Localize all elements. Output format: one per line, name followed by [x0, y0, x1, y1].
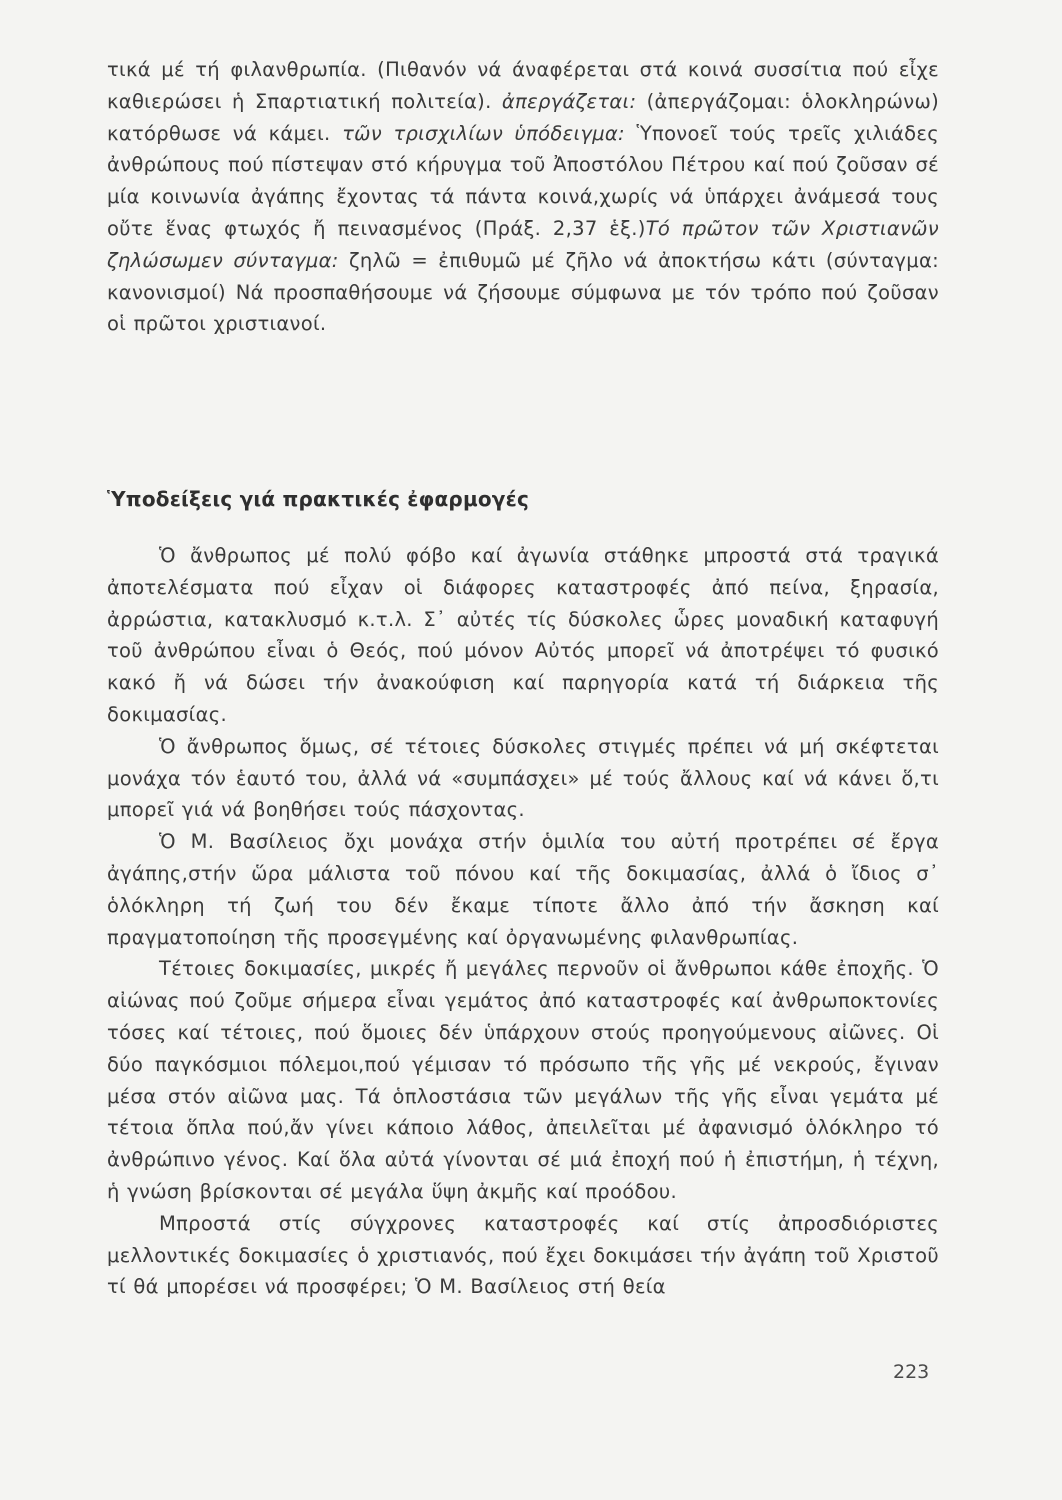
term-aperg: ἀπεργάζεται:: [501, 89, 637, 113]
term-trischilion: τῶν τρισχιλίων ὑπόδειγμα:: [342, 121, 625, 145]
commentary-paragraph: [107, 54, 939, 340]
text-run: τικά μέ τή φιλανθρωπία. (Πιθανόν νά άναφέρεται στά κοινά συσσίτια πού εἶχε καθιερώσει ἡ Σπαρτιατική πολιτεία).: [107, 58, 939, 113]
text-run: ζηλῶ = ἐπιθυμῶ μέ ζῆλο νά ἀποκτήσω κάτι (σύνταγμα: κανονισμοί) Νά προσπαθήσουμε νά ζήσουμε σύμφωνα με τόν τρόπο πού ζοῦσαν οἱ πρῶτοι χριστιανοί.: [107, 248, 939, 336]
text-run: Ὑπονοεῖ τούς τρεῖς χιλιάδες ἀνθρώπους πού πίστεψαν στό κήρυγμα τοῦ Ἀποστόλου Πέτρου καί πού ζοῦσαν σέ μία κοινωνία ἀγάπης ἔχοντας τά πάντα κοινά,χωρίς νά ὑπάρχει ἀνάμεσά τους οὔτε ἕνας φτωχός ἤ πεινασμένος (Πράξ. 2,37 ἑξ.): [107, 121, 939, 240]
body-paragraph: Ὁ Μ. Βασίλειος ὄχι μονάχα στήν ὁμιλία του αὐτή προτρέπει σέ ἔργα ἀγάπης,στήν ὥρα μάλιστα τοῦ πόνου καί τῆς δοκιμασίας, ἀλλά ὁ ἴδιος σ᾽ ὁλόκληρη τή ζωή του δέν ἔκαμε τίποτε ἄλλο ἀπό τήν ἄσκηση καί πραγματοποίηση τῆς προσεγμένης καί ὀργανωμένης φιλανθρωπίας.: [107, 830, 939, 949]
section-heading: Ὑποδείξεις γιά πρακτικές ἐφαρμογές: [107, 487, 530, 511]
body-paragraph: Τέτοιες δοκιμασίες, μικρές ἤ μεγάλες περνοῦν οἱ ἄνθρωποι κάθε ἐποχῆς. Ὁ αἰώνας πού ζοῦμε σήμερα εἶναι γεμάτος ἀπό καταστροφές καί ἀνθρωποκτονίες τόσες καί τέτοιες, πού ὅμοιες δέν ὑπάρχουν στούς προηγούμενους αἰῶνες. Οἱ δύο παγκόσμιοι πόλεμοι,πού γέμισαν τό πρόσωπο τῆς γῆς μέ νεκρούς, ἔγιναν μέσα στόν αἰῶνα μας. Τά ὁπλοστάσια τῶν μεγάλων τῆς γῆς εἶναι γεμάτα μέ τέτοια ὅπλα πού,ἄν γίνει κάποιο λάθος, ἀπειλεῖται μέ ἀφανισμό ὁλόκληρο τό ἀνθρώπινο γένος. Καί ὅλα αὐτά γίνονται σέ μιά ἐποχή πού ἡ ἐπιστήμη, ἡ τέχνη, ἡ γνώση βρίσκονται σέ μεγάλα ὕψη ἀκμῆς καί προόδου.: [107, 957, 939, 1203]
term-proton: Τό πρῶτον τῶν Χριστιανῶν ζηλώσωμεν σύνταγμα:: [107, 216, 939, 272]
text-run: (ἀπεργάζομαι: ὁλοκληρώνω) κατόρθωσε νά κάμει.: [107, 89, 939, 145]
body-paragraph: Μπροστά στίς σύγχρονες καταστροφές καί στίς ἀπροσδιόριστες μελλοντικές δοκιμασίες ὁ χριστιανός, πού ἔχει δοκιμάσει τήν ἀγάπη τοῦ Χριστοῦ τί θά μπορέσει νά προσφέρει; Ὁ Μ. Βασίλειος στή θεία: [107, 1211, 939, 1299]
body-paragraph: Ὁ ἄνθρωπος ὅμως, σέ τέτοιες δύσκολες στιγμές πρέπει νά μή σκέφτεται μονάχα τόν ἑαυτό του, ἀλλά νά «συμπάσχει» μέ τούς ἄλλους καί νά κάνει ὅ,τι μπορεῖ γιά νά βοηθήσει τούς πάσχοντας.: [107, 734, 939, 822]
section-body: [107, 540, 939, 1303]
page-number: 223: [893, 1361, 930, 1383]
body-paragraph: Ὁ ἄνθρωπος μέ πολύ φόβο καί ἀγωνία στάθηκε μπροστά στά τραγικά ἀποτελέσματα πού εἶχαν οἱ διάφορες καταστροφές ἀπό πείνα, ξηρασία, ἀρρώστια, κατακλυσμό κ.τ.λ. Σ᾽ αὐτές τίς δύσκολες ὧρες μοναδική καταφυγή τοῦ ἀνθρώπου εἶναι ὁ Θεός, πού μόνον Αὐτός μπορεῖ νά ἀποτρέψει τό φυσικό κακό ἤ νά δώσει τήν ἀνακούφιση καί παρηγορία κατά τή διάρκεια τῆς δοκιμασίας.: [107, 544, 939, 726]
